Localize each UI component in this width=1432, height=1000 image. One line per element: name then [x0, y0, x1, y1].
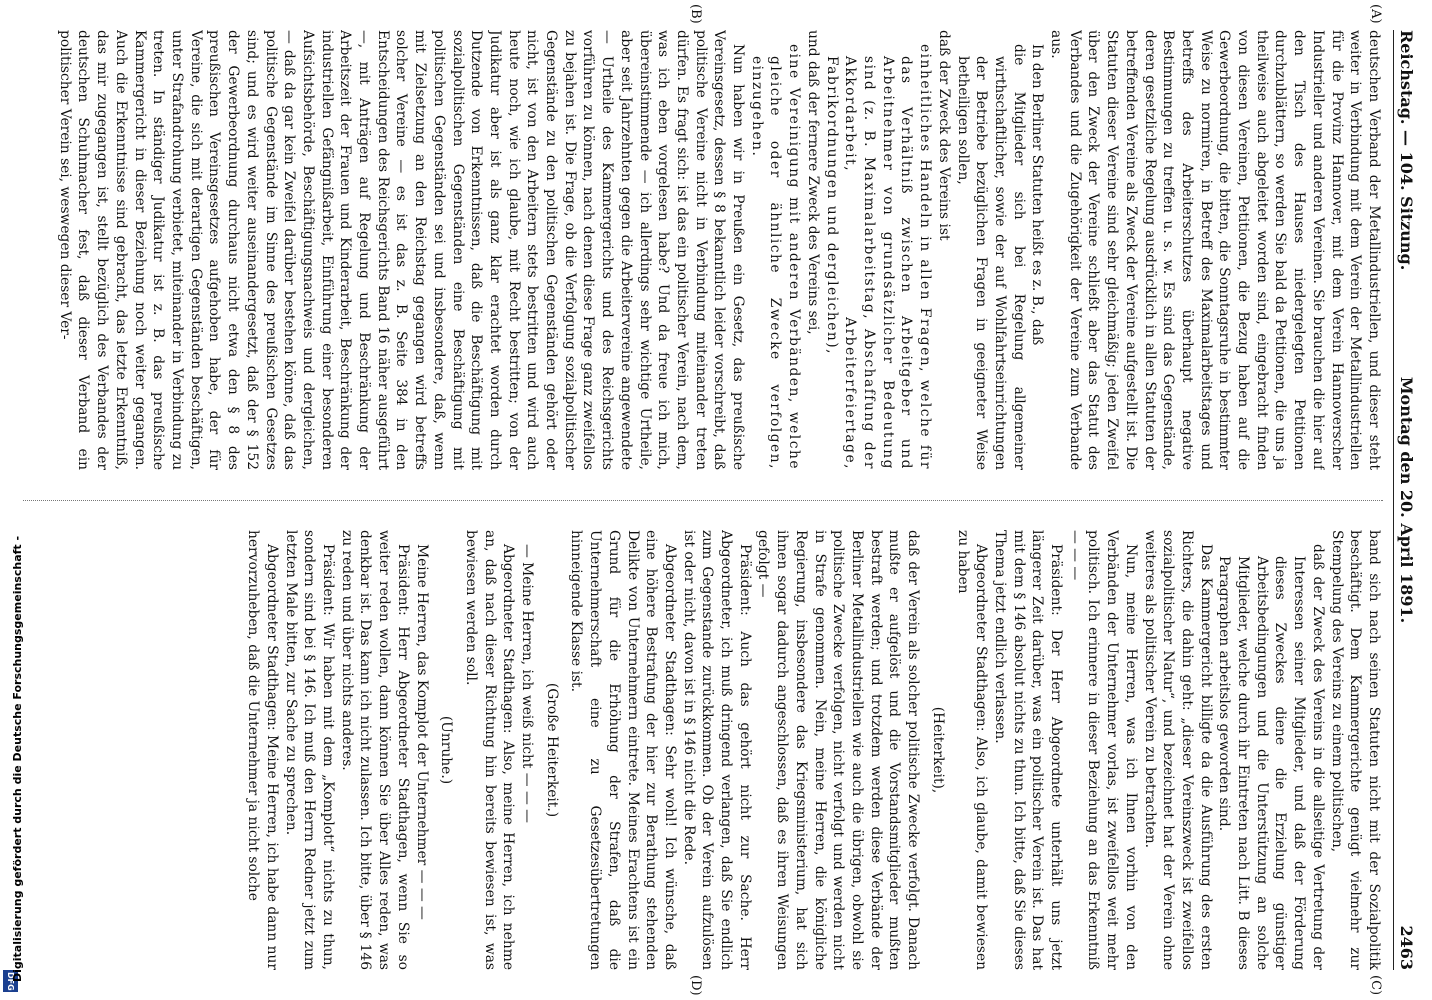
- paragraph: band sich nach seinen Statuten nicht mit der Sozialpolitik beschäftigt. Dem Kammergerichte genügt vielmehr zur Stempelung des Vereins zu einem politischen,: [1328, 530, 1382, 970]
- paragraph: — Meine Herren, ich weiß nicht — — —: [519, 544, 536, 823]
- left-column: [23, 30, 1383, 470]
- text-columns: [13, 4, 1383, 996]
- speaker-paragraph: Abgeordneter Stadthagen: Sehr wohl! Ich wünsche, daß eine höhere Bestrafung der hier zur Berathung stehenden Delikte von Unternehmern eintrete. Meines Erachtens ist ein Grund für die Erhöhung der Strafen, daß die Unternehmerschaft eine zu Gesetzesübertretungen hinneigende Klasse ist.: [568, 530, 678, 970]
- interjection: (Große Heiterkeit.): [543, 682, 560, 818]
- dfg-logo: DFG: [3, 970, 18, 992]
- margin-marker-c: (C): [1368, 975, 1383, 996]
- speaker-paragraph: Präsident: Wir haben mit dem „Komplott“ nichts zu thun, sondern sind bei § 146. Ich muß den Herrn Redner jetzt zum letzten Male bitten, zur Sache zu sprechen.: [282, 530, 337, 970]
- speaker-paragraph: Abgeordneter Stadthagen: Also, meine Herren, ich nehme an, daß nach dieser Richtung hin bereits bewiesen ist, was bewiesen werden soll.: [462, 530, 517, 970]
- paragraph: Nun, meine Herren, was ich Ihnen vorhin von den Verbänden der Unternehmer vorlas, ist zweifellos weit mehr politisch. Ich erinnere in dieser Beziehung an das Erkenntniß — — —: [1066, 530, 1139, 970]
- speaker-paragraph: Präsident: Der Herr Abgeordnete unterhält uns jetzt längerer Zeit darüber, was ein politischer Verein ist. Das hat mit dem § 146 absolut nichts zu thun. Ich bitte, daß Sie dieses Thema jetzt endlich verlassen.: [991, 530, 1065, 970]
- speaker-paragraph: Präsident: Auch das gehört nicht zur Sache. Herr Abgeordneter, ich muß dringend verlangen, daß Sie endlich zum Gegenstande zurückkommen. Ob der Verein aufzulösen ist oder nicht, davon ist in § 146 nicht die Rede.: [680, 530, 753, 970]
- margin-marker-a: (A): [1368, 4, 1383, 24]
- interjection: (Heiterkeit),: [929, 706, 946, 794]
- right-column: [23, 530, 1383, 970]
- paragraph: Das Kammergericht billigte da die Ausführung des ersten Richters, die dahin geht: „dieser Vereinszweck ist zweifellos sozialpolitischer Natur“, und bezeichnet hat der Verein ohne weiteres als politischer Verein zu betrachten.: [1141, 530, 1214, 970]
- paragraph: daß der Zweck des Vereins ist: [935, 30, 952, 241]
- quoted-statute: die Mitglieder sich bei Regelung allgemeiner wirthschaftlicher, sowie der auf Wohlfahrtseinrichtungen der Betriebe bezüglichen Fragen in geeigneter Weise betheiligen sollen,: [954, 44, 1027, 470]
- quoted-statute: daß der Zweck des Vereins in die allseitige Vertretung der Interessen seiner Mitglieder, und daß der Förderung dieses Zweckes diene die Erzielung günstiger Arbeitsbedingungen und die Unterstützung an solche Mitglieder, welche durch ihr Eintreten nach Litt. B dieses Paragraphen arbeitslos geworden sind.: [1216, 544, 1326, 970]
- column-divider: [23, 500, 1383, 501]
- digitization-credit-text: Digitalisierung gefördert durch die Deutsche Forschungsgemeinschaft -: [11, 535, 24, 982]
- paragraph: deutschen Verband der Metallindustriellen, und dieser steht weiter in Verbindung mit dem Verein der Metallindustriellen für die Provinz Hannover, mit dem Verein Hannoverscher Industrieller und anderen Vereinen. Sie brauchen die hier auf den Tisch des Hauses niedergelegten Petitionen durchzublättern, so werden Sie bald da Petitionen, die uns ja theilweise auch abgeleitet worden sind, eingebracht finden von diesen Vereinen, Petitionen, die Bezug haben auf die Gewerbeordnung, die bitten, die Sonntagsruhe in bestimmter Weise zu normiren, in Betreff des Maximalarbeitstages und betreffs des Arbeiterschutzes überhaupt negative Bestimmungen zu treffen u. s. w. Es sind das Gegenstände, deren gesetzliche Regelung ausdrücklich in allen Statuten der betreffenden Vereine als Zweck der Vereine aufgestellt ist. Die Statuten dieser Vereine sind sehr gleichmäßig; jeden Zweifel über den Zweck der Vereine schließt aber das Statut des Verbandes und die Zugehörigkeit der Vereine zum Verbande aus.: [1048, 30, 1382, 470]
- paragraph: und daß der fernere Zweck des Vereins sei,: [804, 30, 821, 335]
- margin-marker-d: (D): [688, 975, 703, 996]
- paragraph: Meine Herren, das Komplot der Unternehmer — — —: [413, 544, 430, 920]
- paragraph: Nun haben wir in Preußen ein Gesetz, das preußische Vereinsgesetz, dessen § 8 bekanntlich leider vorschreibt, daß politische Vereine nicht in Verbindung miteinander treten dürfen. Es fragt sich: ist das ein politischer Verein, nach dem, was ich eben vorgelesen habe? Und da freue ich mich, übereinstimmende — ich allerdings sehr wichtige Urtheile, aber seit Jahrzehnten gegen die Arbeitervereine angewendete — Urtheile des Kammergerichts und des Reichsgerichts vorführen zu können, nach denen diese Frage ganz zweifellos zu bejahen ist. Die Frage, ob die Verfolgung sozialpolitischer Gegenstände zu den politischen Gegenständen gehört oder nicht, ist von den Arbeitern stets bestritten und wird auch heute noch, wie ich glaube, mit Recht bestritten; von der Judikatur aber ist als ganz klar erachtet worden durch Dutzende von Erkenntnissen, daß die Beschäftigung mit sozialpolitischen Gegenständen eine Beschäftigung mit politischen Gegenständen sei und insbesondere, daß, wenn mit Zielsetzung an den Reichstag gegangen wird betreffs solcher Vereine — es ist das z. B. Seite 384 in den Entscheidungen des Reichsgerichts Band 16 näher ausgeführt —, mit Anträgen auf Regelung und Beschränkung der Arbeitszeit der Frauen und Kinderarbeit, Beschränkung der industriellen Gefängnißarbeit, Einführung einer besonderen Aufsichtsbehörde, Beschäftigungsnachweis und dergleichen, — daß da gar kein Zweifel darüber bestehen könne, daß das politische Gegenstände im Sinne des preußischen Gesetzes sind; und es wird weiter auseinandergesetzt, daß der § 152 der Gewerbeordnung durchaus nicht etwa den § 8 des preußischen Vereinsgesetzes aufgehoben habe, der für Vereine, die sich mit derartigen Gegenständen beschäftigen, unter Strafandrohung verbietet, miteinander in Verbindung zu treten. In ständiger Judikatur ist z. B. das preußische Kammergericht in dieser Beziehung noch weiter gegangen. Auch die Erkenntnisse sind gebracht, das letzte Erkenntniß, das mir zugegangen ist, stellt bezüglich des Verbandes der deutschen Schuhmacher fest, daß dieser Verband ein politischer Verein sei, weswegen dieser Ver-: [56, 30, 747, 470]
- margin-marker-b: (B): [688, 4, 703, 24]
- header-page-number: 2463: [1397, 925, 1416, 970]
- header-date: Montag den 20. April 1891.: [1397, 376, 1416, 624]
- quoted-statute: einheitliches Handeln in allen Fragen, welche für das Verhältniß zwischen Arbeitgeber und Arbeitnehmer von grundsätzlicher Bedeutung sind (z. B. Maximalarbeitstag, Abschaffung der Akkordarbeit, Arbeiterfeiertage, Fabrikordnungen und dergleichen),: [823, 44, 934, 470]
- speaker-paragraph: Präsident: Herr Abgeordneter Stadthagen, wenn Sie so weiter reden wollen, dann können Sie über Alles reden, was denkbar ist. Das kann ich nicht zulassen. Ich bitte, über § 146 zu reden und über nichts anderes.: [338, 530, 411, 970]
- header-left: Reichstag. — 104. Sitzung.: [1397, 30, 1416, 271]
- interjection: (Unruhe.): [438, 715, 455, 785]
- speaker-paragraph: Abgeordneter Stadthagen: Meine Herren, ich habe dann nur hervorzuheben, daß die Unternehmer ja nicht solche: [245, 530, 280, 970]
- speaker-paragraph: Abgeordneter Stadthagen: Also, ich glaube, damit bewiesen zu haben: [954, 530, 990, 970]
- quoted-statute: eine Vereinigung mit anderen Verbänden, welche gleiche oder ähnliche Zwecke verfolgen, einzugehen.: [748, 44, 803, 470]
- paragraph: In den Berliner Statuten heißt es z. B., daß: [1029, 44, 1046, 346]
- page-header: [1393, 30, 1418, 970]
- paragraph: daß der Verein als solcher politische Zwecke verfolgt. Danach mußte er aufgelöst und die Vorstandsmitglieder mußten bestraft werden; und trotzdem werden diese Verbände der Berliner Metallindustriellen wie auch die übrigen, obwohl sie politische Zwecke verfolgen, nicht verfolgt und werden nicht in Strafe genommen. Nein, meine Herren, die königliche Regierung, insbesondere das Kriegsministerium, hat sich ihnen sogar dadurch angeschlossen, daß es ihren Weisungen gefolgt —: [755, 530, 922, 970]
